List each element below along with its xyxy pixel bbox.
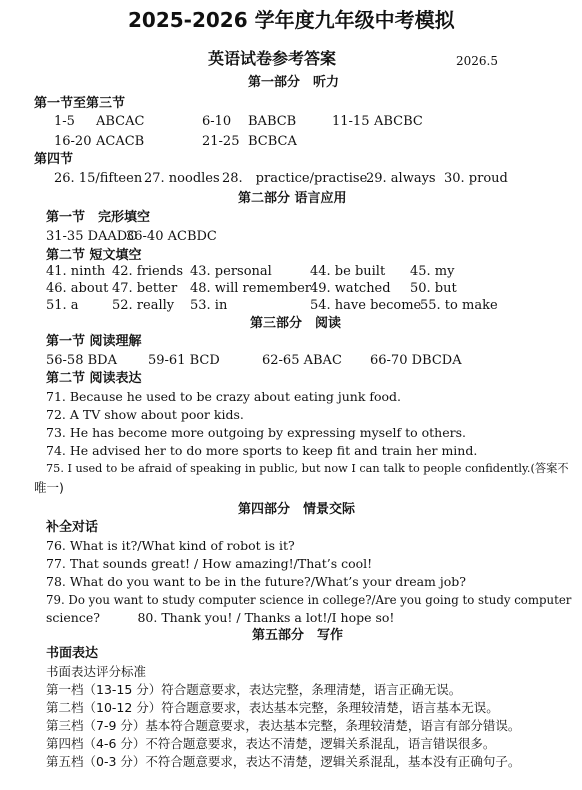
answer-key: ABCBC [374,114,423,129]
answer-line: 79. Do you want to study computer science in college?/Are you going to study computer [46,593,572,607]
part5-sec-heading: 书面表达 [46,646,99,661]
answer-line: 唯一) [34,480,64,495]
answer-item: 27. noodles [144,171,220,186]
answer-item: 30. proud [444,171,508,186]
part5-heading: 第五部分 写作 [252,628,344,643]
part2-sec2-heading: 第二节 短文填空 [46,248,142,263]
document-subtitle: 英语试卷参考答案 [208,49,337,68]
answer-item: 46. about [46,281,109,296]
answer-item: 47. better [112,281,178,296]
part3-sec2-heading: 第二节 阅读表达 [46,371,142,386]
answer-item: 49. watched [310,281,391,296]
answer-line: 77. That sounds great! / How amazing!/That’s cool! [46,556,373,571]
answer-line: 72. A TV show about poor kids. [46,407,244,422]
answer-item: 42. friends [112,264,184,279]
answer-item: 44. be built [310,264,386,279]
answer-item: 41. ninth [46,264,106,279]
document-date: 2026.5 [456,54,498,68]
answer-item: 43. personal [190,264,272,279]
answer-item: 48. will remember [190,281,312,296]
scoring-standard: 书面表达评分标准 [46,664,147,679]
answer-item: 28. practice/practise [222,171,368,186]
part2-heading: 第二部分 语言应用 [238,191,347,206]
answer-item: 53. in [190,298,228,313]
scoring-line: 第三档（7-9 分）基本符合题意要求，表达基本完整，条理较清楚，语言有部分错误。 [46,718,521,733]
answer-line: 75. I used to be afraid of speaking in public, but now I can talk to people confidently.(答案不 [46,462,569,475]
answer-range: 16-20 [54,134,92,149]
part3-heading: 第三部分 阅读 [250,316,342,331]
answer-item: 56-58 BDA [46,353,117,368]
answer-item: 54. have become [310,298,422,313]
answer-item: 29. always [366,171,436,186]
scoring-line: 第一档（13-15 分）符合题意要求，表达完整，条理清楚，语言正确无误。 [46,682,462,697]
answer-range: 21-25 [202,134,240,149]
scoring-line: 第五档（0-3 分）不符合题意要求，表达不清楚，逻辑关系混乱，基本没有正确句子。 [46,754,521,769]
answer-range: 6-10 [202,114,232,129]
answer-line: 71. Because he used to be crazy about eating junk food. [46,389,402,404]
scoring-line: 第二档（10-12 分）符合题意要求，表达基本完整，条理较清楚，语言基本无误。 [46,700,499,715]
part2-sec1-heading: 第一节 完形填空 [46,210,151,225]
answer-item: 55. to make [420,298,498,313]
answer-item: 26. 15/fifteen [54,171,143,186]
document-title: 2025-2026 学年度九年级中考模拟 [128,8,455,32]
answer-key: BABCB [248,114,297,129]
answer-line: 74. He advised her to do more sports to keep fit and train her mind. [46,443,478,458]
part4-heading: 第四部分 情景交际 [238,502,356,517]
answer-item: 36-40 ACBDC [126,229,217,244]
answer-item: 45. my [410,264,455,279]
answer-item: 31-35 DAADC [46,229,138,244]
answer-item: 51. a [46,298,79,313]
answer-item: 66-70 DBCDA [370,353,462,368]
answer-item: 52. really [112,298,175,313]
part1-sec4-heading: 第四节 [34,152,74,167]
part1-sec13-heading: 第一节至第三节 [34,96,126,111]
answer-range: 11-15 [332,114,370,129]
answer-range: 1-5 [54,114,75,129]
answer-key: ABCAC [96,114,145,129]
answer-key: BCBCA [248,134,297,149]
answer-key: ACACB [96,134,145,149]
answer-line: 78. What do you want to be in the future?/What’s your dream job? [46,574,466,589]
answer-item: 62-65 ABAC [262,353,342,368]
part4-sec-heading: 补全对话 [46,520,99,535]
part3-sec1-heading: 第一节 阅读理解 [46,334,142,349]
answer-line: science? 80. Thank you! / Thanks a lot!/I hope so! [46,610,395,625]
part1-heading: 第一部分 听力 [248,75,340,90]
answer-line: 73. He has become more outgoing by expressing myself to others. [46,425,466,440]
scoring-line: 第四档（4-6 分）不符合题意要求，表达不清楚，逻辑关系混乱，语言错误很多。 [46,736,496,751]
answer-item: 59-61 BCD [148,353,220,368]
answer-item: 50. but [410,281,457,296]
answer-line: 76. What is it?/What kind of robot is it? [46,538,295,553]
